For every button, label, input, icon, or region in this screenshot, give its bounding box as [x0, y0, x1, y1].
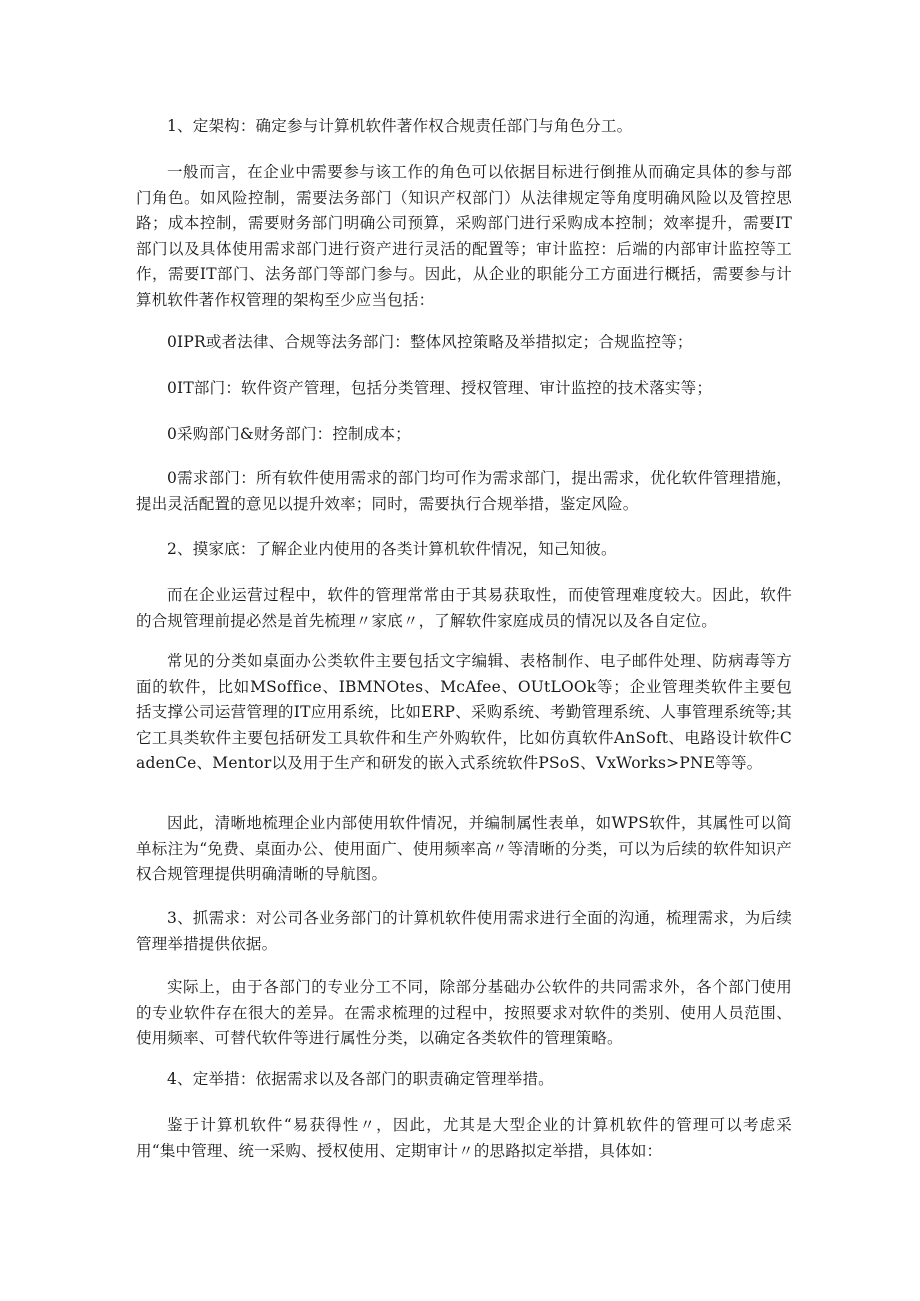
section-4-paragraph: 鉴于计算机软件“易获得性〃，因此，尤其是大型企业的计算机软件的管理可以考虑采用“集中管理、统一采购、授权使用、定期审计〃的思路拟定举措，具体如：: [136, 1116, 792, 1160]
section-1-intro-paragraph: 一般而言，在企业中需要参与该工作的角色可以依据目标进行倒推从而确定具体的参与部门角色。如风险控制，需要法务部门（知识产权部门）从法律规定等角度明确风险以及管控思路；成本控制，需要财务部门明确公司预算，采购部门进行采购成本控制；效率提升，需要IT部门以及具体使用需求部门进行资产进行灵活的配置等；审计监控：后端的内部审计监控等工作，需要IT部门、法务部门等部门参与。因此，从企业的职能分工方面进行概括，需要参与计算机软件著作权管理的架构至少应当包括：: [136, 163, 792, 309]
section-2-paragraph-3: 因此，清晰地梳理企业内部使用软件情况，并编制属性表单，如WPS软件，其属性可以简单标注为“免费、桌面办公、使用面广、使用频率高〃等清晰的分类，可以为后续的软件知识产权合规管理提供明确清晰的导航图。: [136, 814, 792, 883]
role-item-demand: 0需求部门：所有软件使用需求的部门均可作为需求部门，提出需求，优化软件管理措施，提出灵活配置的意见以提升效率；同时，需要执行合规举措，鉴定风险。: [136, 469, 792, 513]
role-item-it: 0IT部门：软件资产管理，包括分类管理、授权管理、审计监控的技术落实等；: [167, 379, 713, 397]
section-3-paragraph: 实际上，由于各部门的专业分工不同，除部分基础办公软件的共同需求外，各个部门使用的专业软件存在很大的差异。在需求梳理的过程中，按照要求对软件的类别、使用人员范围、使用频率、可替代软件等进行属性分类，以确定各类软件的管理策略。: [136, 978, 792, 1047]
section-4-heading: 4、定举措：依据需求以及各部门的职责确定管理举措。: [167, 1070, 554, 1088]
section-1-heading: 1、定架构：确定参与计算机软件著作权合规责任部门与角色分工。: [167, 117, 633, 135]
role-item-legal: 0IPR或者法律、合规等法务部门：整体风控策略及举措拟定；合规监控等；: [167, 333, 693, 351]
section-3-heading: 3、抓需求：对公司各业务部门的计算机软件使用需求进行全面的沟通，梳理需求，为后续管理举措提供依据。: [136, 909, 792, 953]
section-2-paragraph-1: 而在企业运营过程中，软件的管理常常由于其易获取性，而使管理难度较大。因此，软件的合规管理前提必然是首先梳理〃家底〃，了解软件家庭成员的情况以及各自定位。: [136, 586, 792, 630]
role-item-procurement-finance: 0采购部门&财务部门：控制成本；: [167, 425, 411, 443]
section-2-heading: 2、摸家底：了解企业内使用的各类计算机软件情况，知己知彼。: [167, 540, 617, 558]
section-2-paragraph-2: 常见的分类如桌面办公类软件主要包括文字编辑、表格制作、电子邮件处理、防病毒等方面的软件，比如MSoffice、IBMNOtes、McAfee、OUtLOOk等；企业管理类软件主要包括支撑公司运营管理的IT应用系统，比如ERP、采购系统、考勤管理系统、人事管理系统等;其它工具类软件主要包括研发工具软件和生产外购软件，比如仿真软件AnSoft、电路设计软件CadenCe、Mentor以及用于生产和研发的嵌入式系统软件PSoS、VxWorks>PNE等等。: [136, 652, 792, 772]
